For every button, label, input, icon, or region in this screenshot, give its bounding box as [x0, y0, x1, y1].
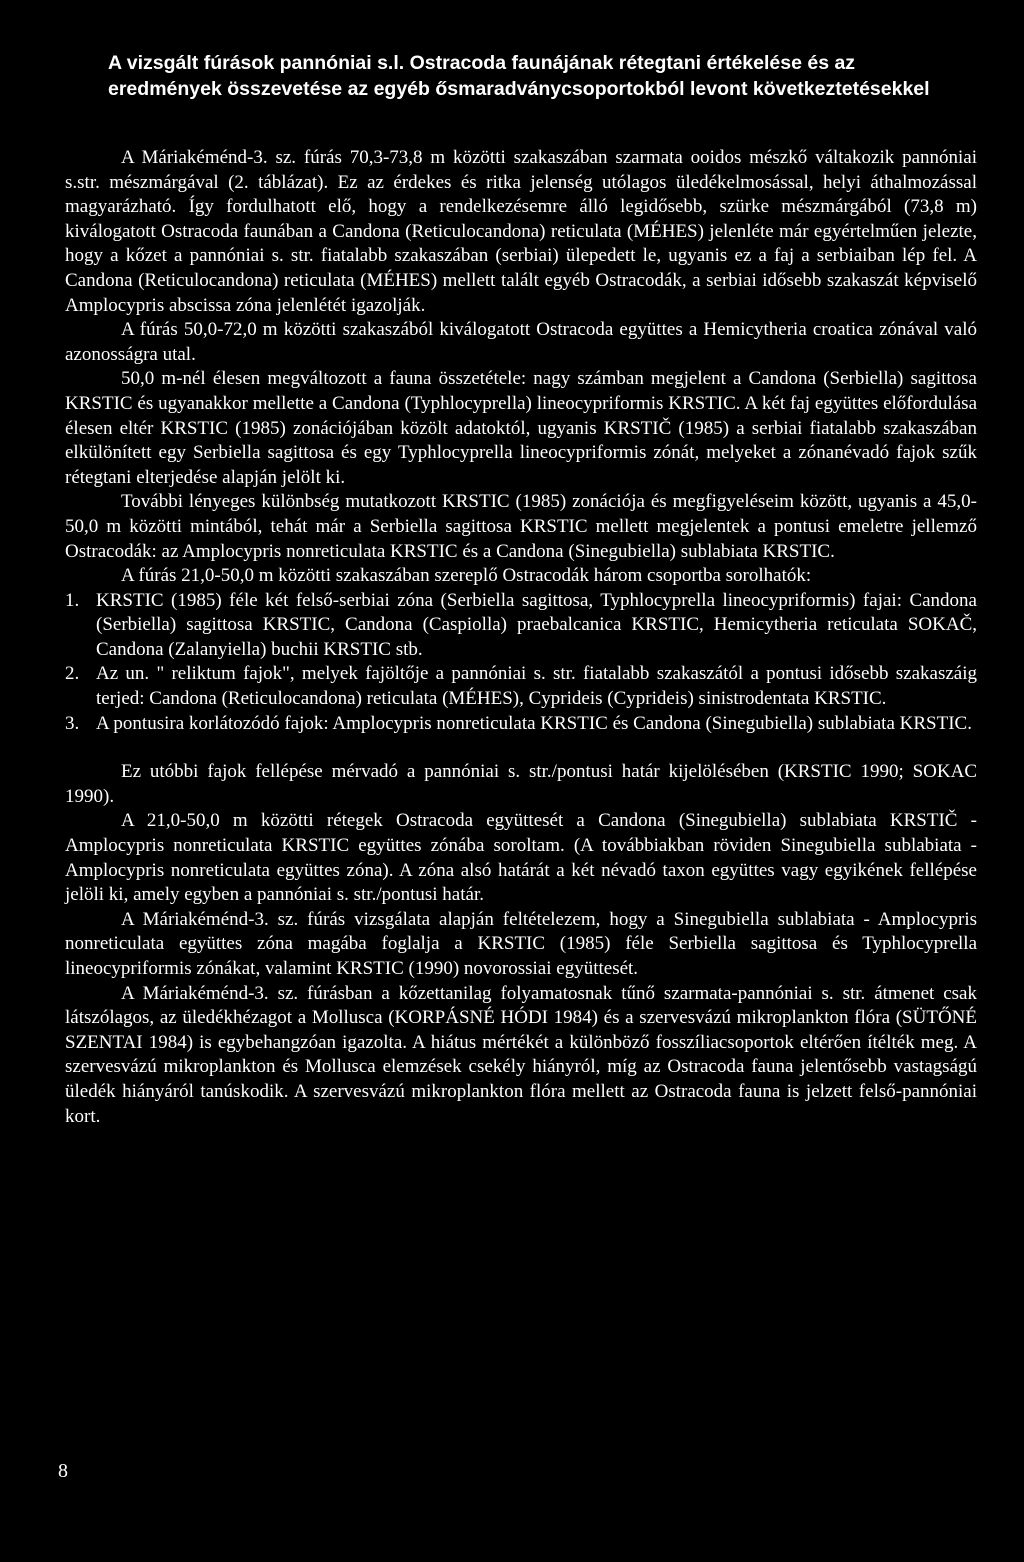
- list-item: [65, 589, 977, 663]
- list-item-text: A pontusira korlátozódó fajok: Amplocypris nonreticulata KRSTIC és Candona (Sinegubiella) sublabiata KRSTIC.: [96, 712, 972, 734]
- paragraph: A Máriakéménd-3. sz. fúrás vizsgálata alapján feltételezem, hogy a Sinegubiella sublabiata - Amplocypris nonreticulata együttes zóna magába foglalja a KRSTIC (1985) féle Serbiella sagittosa és Typhlocyprella lineocypriformis zónákat, valamint KRSTIC (1990) novorossiai együttesét.: [65, 908, 977, 979]
- paragraph: A 21,0-50,0 m közötti rétegek Ostracoda együttesét a Candona (Sinegubiella) sublabiata KRSTIČ - Amplocypris nonreticulata KRSTIC együttes zónába soroltam. (A továbbiakban röviden Sinegubiella sublabiata - Amplocypris nonreticulata együttes zóna). A zóna alsó határát a két névadó taxon együttes vagy egyikének fellépése jelöli ki, amely egyben a pannóniai s. str./pontusi határ.: [65, 810, 977, 906]
- paragraph: További lényeges különbség mutatkozott KRSTIC (1985) zonációja és megfigyeléseim között, ugyanis a 45,0-50,0 m közötti mintából, tehát már a Serbiella sagittosa KRSTIC mellett megjelentek a pontusi emeletre jellemző Ostracodák: az Amplocypris nonreticulata KRSTIC és a Candona (Sinegubiella) sublabiata KRSTIC.: [65, 491, 977, 562]
- paragraph: Ez utóbbi fajok fellépése mérvadó a pannóniai s. str./pontusi határ kijelölésében (KRSTIC 1990; SOKAC 1990).: [65, 761, 977, 807]
- list-item-number: 1.: [65, 589, 80, 611]
- body-text: [65, 146, 977, 1129]
- paragraph: A fúrás 50,0-72,0 m közötti szakaszából kiválogatott Ostracoda együttes a Hemicytheria croatica zónával való azonosságra utal.: [65, 319, 977, 365]
- section-heading: [108, 50, 1008, 102]
- paragraph: A Máriakéménd-3. sz. fúrás 70,3-73,8 m közötti szakaszában szarmata ooidos mészkő váltakozik pannóniai s.str. mészmárgával (2. táblázat). Ez az érdekes és ritka jelenség utólagos üledékelmosással, helyi áthalmozással magyarázható. Így fordulhatott elő, hogy a rendelkezésemre álló legidősebb, szürke mészmárgából (73,8 m) kiválogatott Ostracoda faunában a Candona (Reticulocandona) reticulata (MÉHES) jelenléte már egyértelműen jelezte, hogy a kőzet a pannóniai s. str. fiatalabb szakaszában (serbiai) ülepedett le, ugyanis ez a faj a serbiaiban lép fel. A Candona (Reticulocandona) reticulata (MÉHES) mellett talált egyéb Ostracodák, a serbiai idősebb szakaszát képviselő Amplocypris abscissa zóna jelenlétét igazolják.: [65, 147, 977, 316]
- list-item-text: KRSTIC (1985) féle két felső-serbiai zóna (Serbiella sagittosa, Typhlocyprella lineocypriformis) fajai: Candona (Serbiella) sagittosa KRSTIC, Candona (Caspiolla) praebalcanica KRSTIC, Hemicytheria reticulata SOKAČ, Candona (Zalanyiella) buchii KRSTIC stb.: [96, 589, 977, 660]
- list-item-text: Az un. " reliktum fajok", melyek fajöltője a pannóniai s. str. fiatalabb szakaszától a pontusi idősebb szakaszáig terjed: Candona (Reticulocandona) reticulata (MÉHES), Cyprideis (Cyprideis) sinistrodentata KRSTIC.: [96, 663, 977, 710]
- list-item-number: 3.: [65, 712, 80, 734]
- paragraph: 50,0 m-nél élesen megváltozott a fauna összetétele: nagy számban megjelent a Candona (Serbiella) sagittosa KRSTIC és ugyanakkor mellette a Candona (Typhlocyprella) lineocypriformis KRSTIC. A két faj együttes előfordulása élesen eltér KRSTIC (1985) zonációjában közölt adatoktól, ugyanis KRSTIČ (1985) a serbiai fiatalabb szakaszában elkülönített egy Serbiella sagittosa és egy Typhlocyprella lineocypriformis zónát, melyeket a zónanévadó fajok szűk rétegtani elterjedése alapján jelölt ki.: [65, 368, 977, 488]
- list-item-number: 2.: [65, 663, 80, 685]
- list-item: [65, 662, 977, 711]
- heading-line-1: A vizsgált fúrások pannóniai s.l. Ostracoda faunájának rétegtani értékelése és az: [108, 52, 856, 74]
- list-item: [65, 712, 977, 737]
- paragraph: A Máriakéménd-3. sz. fúrásban a kőzettanilag folyamatosnak tűnő szarmata-pannóniai s. str. átmenet csak látszólagos, az üledékhézagot a Mollusca (KORPÁSNÉ HÓDI 1984) és a szervesvázú mikroplankton flóra (SÜTŐNÉ SZENTAI 1984) is egybehangzóan igazolta. A hiátus mértékét a különböző fosszíliacsoportok eltérően ítélték meg. A szervesvázú mikroplankton és Mollusca elemzések csekély hiányról, míg az Ostracoda fauna jelentősebb vastagságú üledék hiányáról tanúskodik. A szervesvázú mikroplankton flóra mellett az Ostracoda fauna is jelzett felső-pannóniai kort.: [65, 982, 977, 1127]
- page-number: 8: [58, 1460, 68, 1482]
- paragraph: A fúrás 21,0-50,0 m közötti szakaszában szereplő Ostracodák három csoportba sorolhatók:: [121, 565, 812, 587]
- heading-line-2: eredmények összevetése az egyéb ősmaradványcsoportokból levont következtetésekkel: [108, 78, 930, 100]
